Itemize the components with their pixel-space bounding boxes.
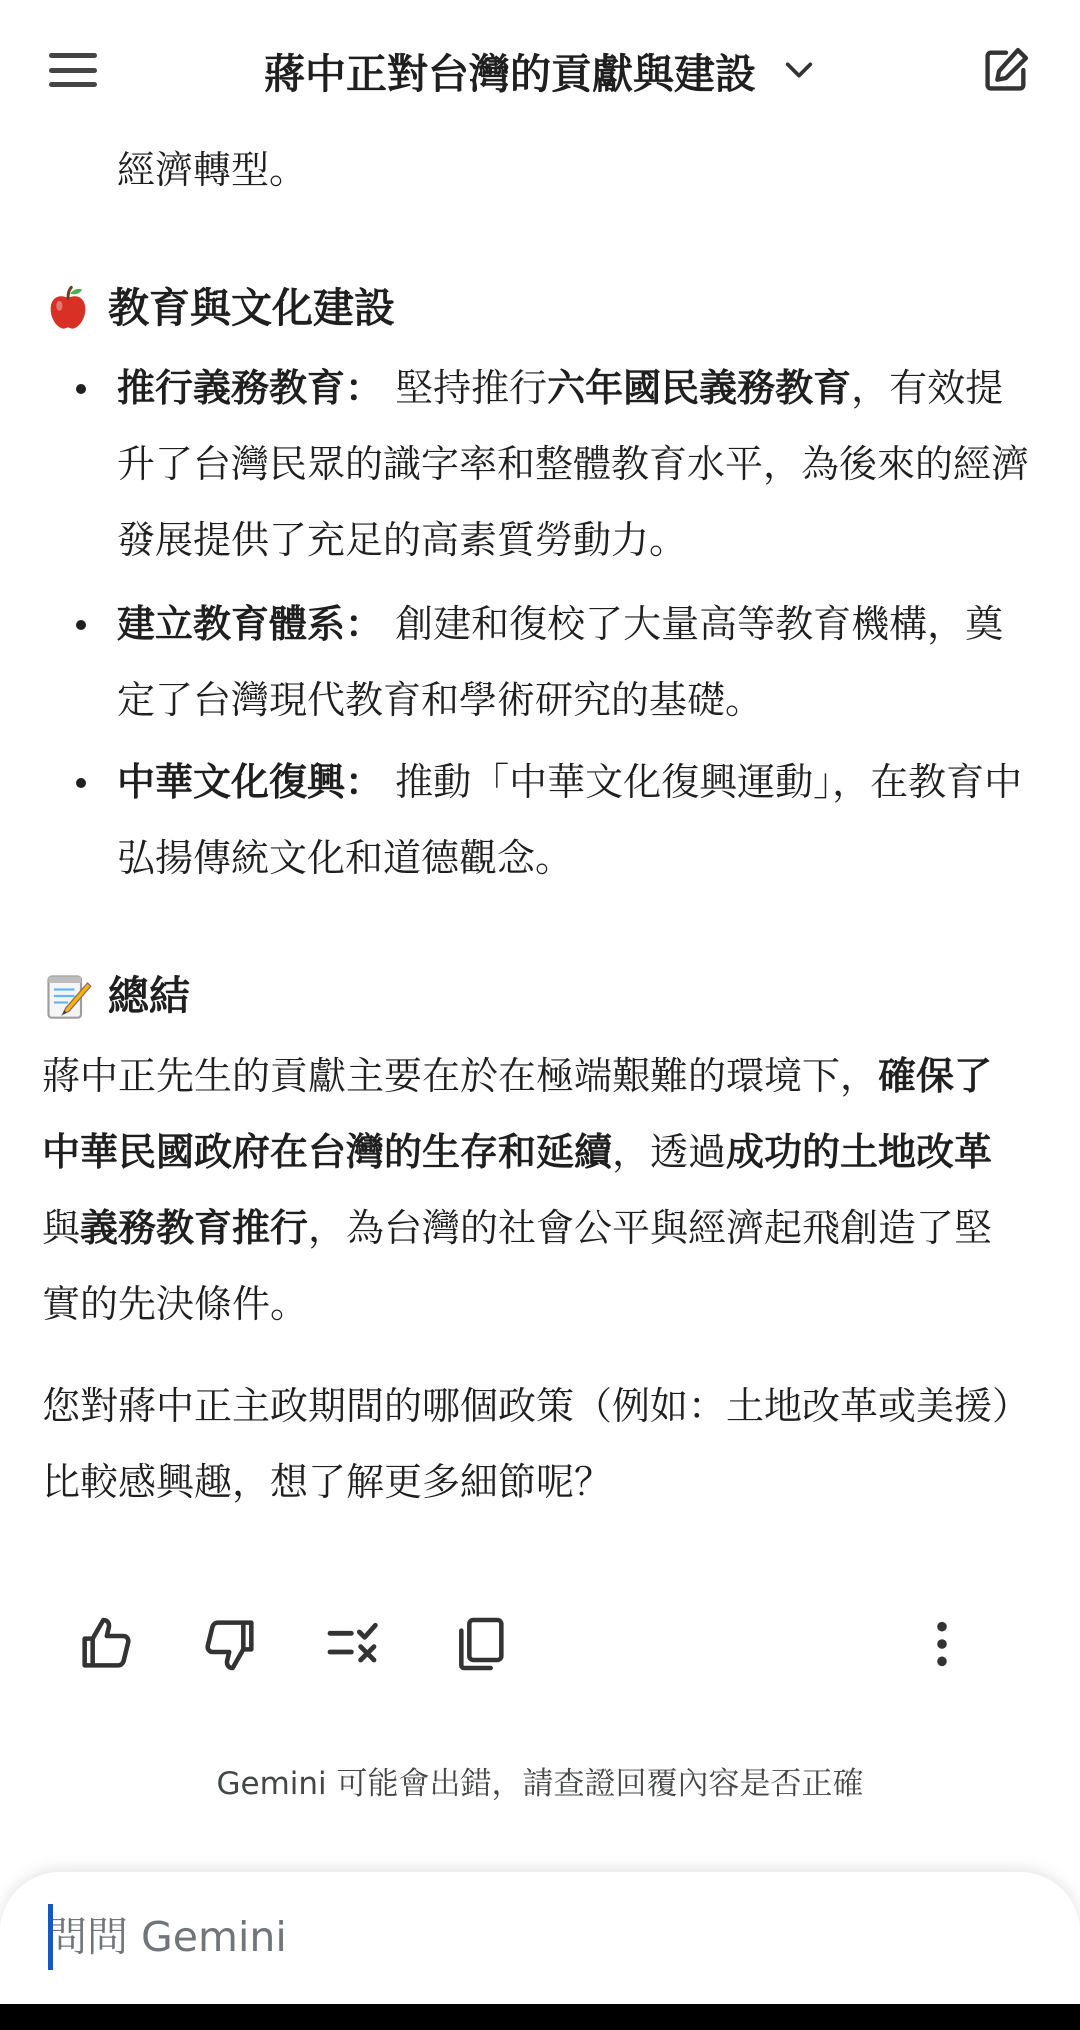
summary-section-heading xyxy=(42,968,190,1024)
education-heading-text: 教育與文化建設 xyxy=(108,284,395,332)
education-section-heading xyxy=(42,280,395,336)
system-navigation-bar xyxy=(0,2004,1080,2030)
response-actions xyxy=(0,1600,1080,1690)
summary-text: 蔣中正先生的貢獻主要在於在極端艱難的環境下， xyxy=(42,1054,879,1098)
follow-up-question: 您對蔣中正主政期間的哪個政策（例如：土地改革或美援）比較感興趣，想了解更多細節呢？ xyxy=(42,1384,1012,1504)
thumbs-down-icon[interactable] xyxy=(198,1612,262,1676)
prompt-input[interactable] xyxy=(46,1902,1006,1972)
summary-text: 與 xyxy=(42,1206,81,1250)
summary-text: ，透過 xyxy=(612,1130,727,1174)
double-check-icon[interactable] xyxy=(322,1612,386,1676)
thumbs-up-icon[interactable] xyxy=(74,1612,138,1676)
top-bar xyxy=(0,0,1080,140)
list-item xyxy=(117,744,1037,896)
menu-icon[interactable] xyxy=(48,50,98,90)
list-item-label: 建立教育體系： xyxy=(117,602,384,646)
apple-icon xyxy=(42,282,94,334)
list-item xyxy=(117,586,1037,738)
list-item-label: 中華文化復興： xyxy=(117,760,384,804)
summary-heading-text: 總結 xyxy=(108,972,190,1020)
copy-icon[interactable] xyxy=(448,1612,512,1676)
memo-icon xyxy=(42,970,94,1022)
new-chat-edit-icon[interactable] xyxy=(980,44,1032,96)
summary-emphasis: 確保了中華民國政府在台灣的生存和延續 xyxy=(42,1054,993,1174)
chevron-down-icon xyxy=(782,53,816,87)
summary-text: ，為台灣的社會公平與經濟起飛創造了堅實的先決條件。 xyxy=(42,1206,993,1326)
conversation-title-button[interactable] xyxy=(150,38,930,102)
prompt-input-panel xyxy=(0,1872,1080,2030)
conversation-title: 蔣中正對台灣的貢獻與建設 xyxy=(264,49,756,98)
list-item-label: 推行義務教育： xyxy=(117,366,384,410)
list-item xyxy=(117,350,1037,578)
list-item-text: ，有效提升了台灣民眾的識字率和整體教育水平，為後來的經濟發展提供了充足的高素質勞動力。 xyxy=(117,366,1030,562)
more-vert-icon[interactable] xyxy=(910,1612,974,1676)
continued-text: 經濟轉型。 xyxy=(117,148,308,192)
list-item-text: 推動「中華文化復興運動」，在教育中弘揚傳統文化和道德觀念。 xyxy=(117,760,1023,880)
disclaimer-text: Gemini 可能會出錯，請查證回覆內容是否正確 xyxy=(216,1766,864,1802)
list-item-text: 堅持推行 xyxy=(383,366,548,410)
list-item-text: 創建和復校了大量高等教育機構，奠定了台灣現代教育和學術研究的基礎。 xyxy=(117,602,1004,722)
summary-emphasis: 成功的土地改革 xyxy=(726,1130,993,1174)
summary-paragraph xyxy=(42,1038,1022,1342)
summary-emphasis: 義務教育推行 xyxy=(80,1206,309,1250)
text-caret xyxy=(48,1904,53,1970)
list-item-emphasis: 六年國民義務教育 xyxy=(547,366,852,410)
